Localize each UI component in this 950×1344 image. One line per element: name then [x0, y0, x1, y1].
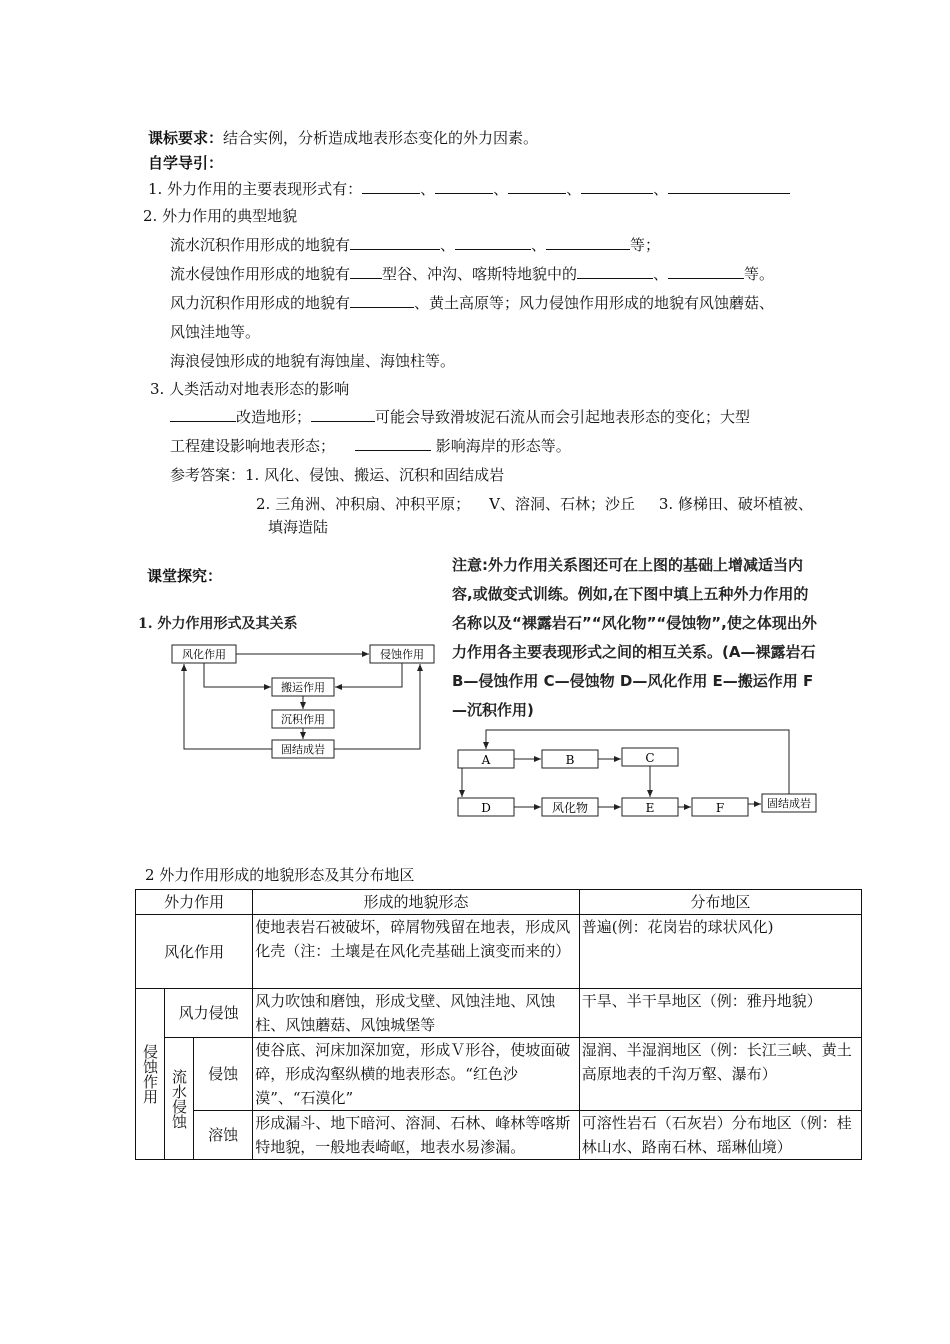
d2-label-lithification: 固结成岩	[767, 797, 811, 810]
cell-wind-name: 风力侵蚀	[165, 989, 253, 1038]
q2-blank-1[interactable]	[350, 235, 440, 250]
q2-line-2	[170, 264, 774, 284]
cell-dissolution-form: 形成漏斗、地下暗河、溶洞、石林、峰林等喀斯特地貌，一般地表崎岖，地表水易渗漏。	[253, 1111, 580, 1160]
diagram-forms-relationship	[136, 610, 436, 770]
q2-blank-2[interactable]	[455, 235, 531, 250]
q2-l1b: 、	[440, 236, 456, 254]
q1-blank-2[interactable]	[435, 179, 493, 194]
header-area: 分布地区	[579, 890, 861, 915]
d1-label-erosion: 侵蚀作用	[380, 648, 424, 661]
cell-dissolution-area: 可溶性岩石（石灰岩）分布地区（例：桂林山水、路南石林、瑶琳仙境）	[579, 1111, 861, 1160]
q1-sep: 、	[653, 180, 669, 198]
q1-blank-3[interactable]	[508, 179, 566, 194]
q2-l2c: 、	[653, 265, 669, 283]
q2-l1d: 等；	[630, 236, 661, 254]
q2-blank-5[interactable]	[577, 264, 653, 279]
q3-l1b: 可能会导致滑坡泥石流从而会引起地表形态的变化；大型	[375, 408, 751, 426]
note-label: 注意	[452, 556, 483, 574]
q1-text: 1. 外力作用的主要表现形式有：	[148, 180, 363, 198]
q3-l1a: 改造地形；	[236, 408, 312, 426]
q2-line-3	[170, 293, 774, 313]
cell-weathering-name: 风化作用	[136, 915, 253, 989]
row-water-erosion	[136, 1038, 862, 1111]
d1-label-weathering: 风化作用	[182, 648, 226, 661]
note-block	[452, 551, 822, 725]
note-text: :外力作用关系图还可在上图的基础上增减适当内容,或做变式训练。例如,在下图中填上五种外力作用的名称以及“裸露岩石”“风化物”“侵蚀物”,使之体现出外力作用各主要表现形式之间的相互关系。(A—裸露岩石 B—侵蚀作用 C—侵蚀物 D—风化作用 E—搬运作用 F—沉积作用)	[452, 556, 817, 719]
header-force: 外力作用	[136, 890, 253, 915]
table-caption: 2 外力作用形成的地貌形态及其分布地区	[145, 866, 415, 884]
q1-blank-4[interactable]	[581, 179, 653, 194]
q1-sep: 、	[493, 180, 509, 198]
cell-water-erosion-name: 侵蚀	[194, 1038, 253, 1111]
q2-line-4: 风蚀洼地等。	[170, 323, 261, 341]
requirement-text: 结合实例，分析造成地表形态变化的外力因素。	[223, 129, 539, 147]
q1-sep: 、	[420, 180, 436, 198]
cell-water-erosion-form: 使谷底、河床加深加宽，形成Ｖ形谷，使坡面破碎，形成沟壑纵横的地表形态。“红色沙漠”、“石漠化”	[253, 1038, 580, 1111]
q3-line-1	[170, 407, 750, 427]
d1-arrow-lithification-erosion	[334, 664, 420, 749]
q1-sep: 、	[566, 180, 582, 198]
q2-line-5: 海浪侵蚀形成的地貌有海蚀崖、海蚀柱等。	[170, 352, 456, 370]
d2-label-f: F	[715, 801, 725, 815]
d2-label-e: E	[645, 801, 655, 815]
q3-l2b: 影响海岸的形态等。	[431, 437, 571, 455]
answers-line-1: 参考答案：1. 风化、侵蚀、搬运、沉积和固结成岩	[170, 466, 505, 484]
cell-water-erosion-area: 湿润、半湿润地区（例：长江三峡、黄土高原地表的千沟万壑、瀑布）	[579, 1038, 861, 1111]
q1-blank-5[interactable]	[668, 179, 790, 194]
requirement-label: 课标要求：	[148, 129, 224, 147]
q2-line-1	[170, 235, 660, 255]
q2-l2a: 流水侵蚀作用形成的地貌有	[170, 265, 351, 283]
q3-title: 3. 人类活动对地表形态的影响	[150, 380, 350, 398]
cell-weathering-area: 普遍(例：花岗岩的球状风化)	[579, 915, 861, 989]
d2-label-b: B	[565, 753, 575, 767]
row-wind	[136, 989, 862, 1038]
landform-table	[135, 889, 862, 1160]
q2-l3b: 、黄土高原等；风力侵蚀作用形成的地貌有风蚀蘑菇、	[414, 294, 775, 312]
answers-line-2: 2. 三角洲、冲积扇、冲积平原； V、溶洞、石林；沙丘 3. 修梯田、破坏植被、	[256, 495, 813, 513]
d2-label-weathered: 风化物	[551, 801, 589, 815]
q2-blank-7[interactable]	[350, 293, 414, 308]
diagram-variant-exercise	[452, 722, 822, 822]
q2-blank-6[interactable]	[668, 264, 744, 279]
q1-blank-1[interactable]	[362, 179, 420, 194]
q2-l1c: 、	[531, 236, 547, 254]
q3-l2a: 工程建设影响地表形态；	[170, 437, 336, 455]
d2-label-c: C	[645, 751, 655, 765]
d2-label-a: A	[481, 753, 491, 767]
requirement-line	[148, 128, 538, 148]
d1-arrow-weathering-transport	[204, 663, 271, 687]
q2-title: 2. 外力作用的典型地貌	[143, 207, 298, 225]
q2-l1a: 流水沉积作用形成的地貌有	[170, 236, 351, 254]
diagram1-title: 1. 外力作用形式及其关系	[138, 616, 298, 632]
d1-label-deposition: 沉积作用	[281, 713, 325, 726]
guide-label: 自学导引：	[148, 154, 224, 172]
q2-blank-4[interactable]	[350, 264, 382, 279]
d2-label-d: D	[481, 801, 491, 815]
cell-wind-form: 风力吹蚀和磨蚀，形成戈壁、风蚀洼地、风蚀柱、风蚀蘑菇、风蚀城堡等	[253, 989, 580, 1038]
table-header-row	[136, 890, 862, 915]
explore-label: 课堂探究：	[147, 567, 223, 585]
row-dissolution	[136, 1111, 862, 1160]
q2-l2d: 等。	[744, 265, 775, 283]
d1-label-lithification: 固结成岩	[281, 743, 325, 756]
answers-line-3: 填海造陆	[268, 518, 329, 536]
q2-l2b: 型谷、冲沟、喀斯特地貌中的	[382, 265, 578, 283]
cell-weathering-form: 使地表岩石被破坏，碎屑物残留在地表，形成风化壳（注：土壤是在风化壳基础上演变而来的）	[253, 915, 580, 989]
cell-erosion-label: 侵蚀作用	[136, 989, 165, 1160]
q2-blank-3[interactable]	[546, 235, 630, 250]
cell-water-label: 流水侵蚀	[165, 1038, 194, 1160]
d1-arrow-erosion-transport	[335, 663, 402, 687]
d1-label-transport: 搬运作用	[281, 681, 325, 694]
q2-l3a: 风力沉积作用形成的地貌有	[170, 294, 351, 312]
cell-dissolution-name: 溶蚀	[194, 1111, 253, 1160]
row-weathering	[136, 915, 862, 989]
d1-arrow-lithification-weathering	[184, 664, 272, 749]
q3-blank-2[interactable]	[311, 407, 375, 422]
cell-wind-area: 干旱、半干旱地区（例：雅丹地貌）	[579, 989, 861, 1038]
q3-line-2	[170, 436, 571, 456]
question-1	[148, 179, 790, 199]
header-form: 形成的地貌形态	[253, 890, 580, 915]
q3-blank-3[interactable]	[355, 436, 431, 451]
q3-blank-1[interactable]	[170, 407, 236, 422]
